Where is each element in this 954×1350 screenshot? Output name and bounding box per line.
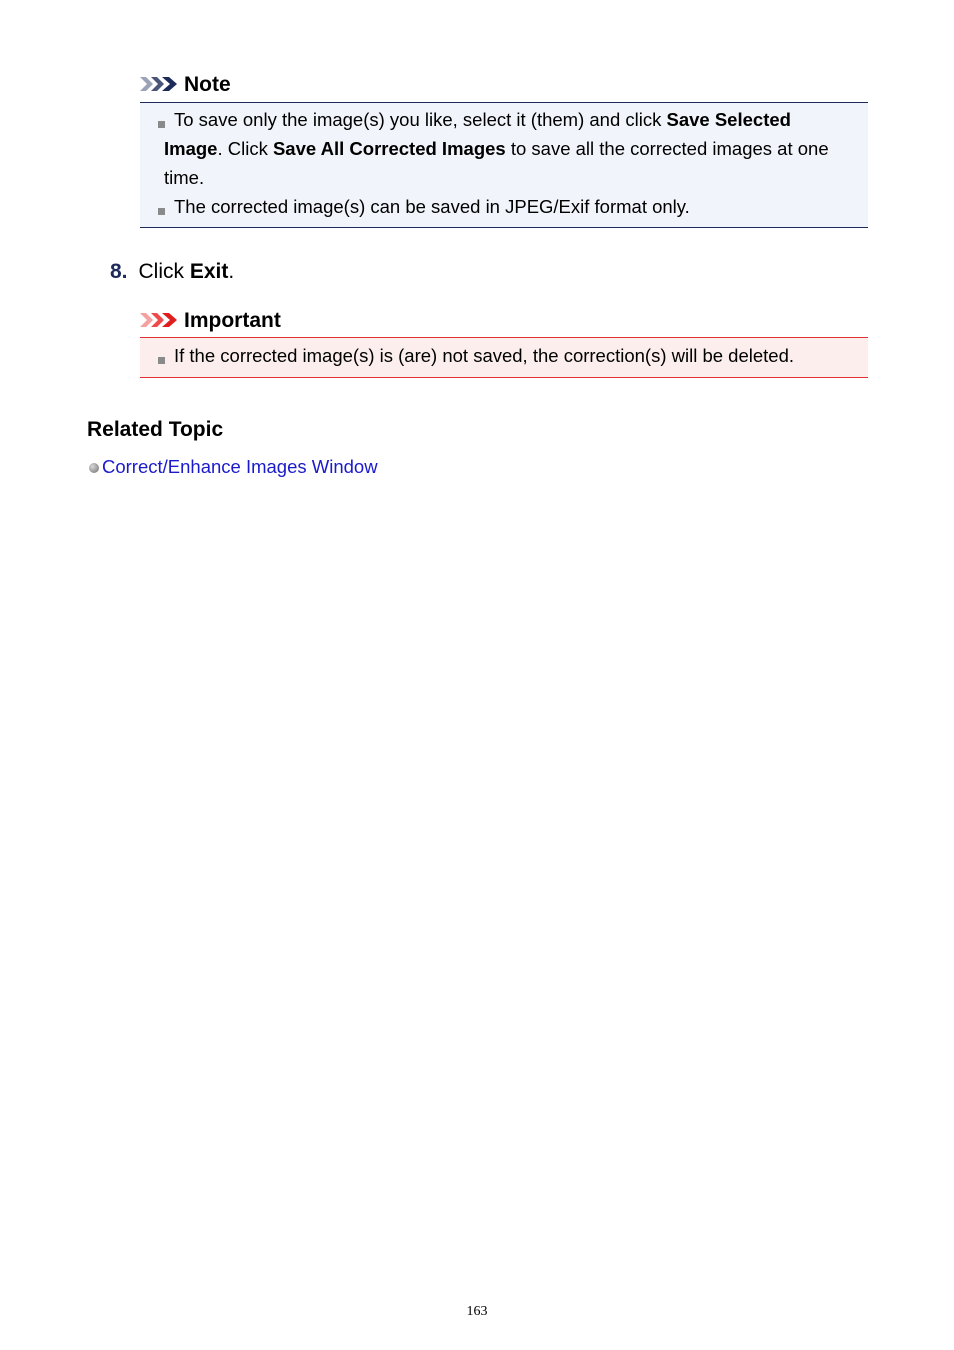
step-8: 8. Click Exit. [110,260,235,283]
exit-label: Exit [189,260,229,283]
save-all-corrected-label: Save All Corrected Images [272,138,506,159]
important-title: Important [184,308,281,332]
correct-enhance-images-window-link[interactable]: Correct/Enhance Images Window [102,456,378,477]
image-label: Image [164,138,218,159]
note-item-1-line-2: Image. Click Save All Corrected Images to save all the corrected images at one [164,138,829,159]
important-item-1: If the corrected image(s) is (are) not saved, the correction(s) will be deleted. [174,345,795,366]
note-title: Note [184,72,231,96]
link-bullet-icon [89,463,99,473]
note-arrows-icon [140,75,180,93]
step-number: 8. [110,260,128,283]
note-header [140,70,868,98]
bullet-icon [158,121,165,128]
save-selected-label: Save Selected [666,109,791,130]
note-item-1-line-1: To save only the image(s) you like, select it (them) and click Save Selected [174,109,791,130]
related-topic-heading: Related Topic [87,418,224,441]
page-number: 163 [466,1304,488,1319]
bullet-icon [158,208,165,215]
note-item-2: The corrected image(s) can be saved in JPEG/Exif format only. [174,196,690,217]
note-item-1-line-3: time. [164,167,205,188]
important-header [140,306,868,334]
important-arrows-icon [140,311,180,329]
bullet-icon [158,357,165,364]
